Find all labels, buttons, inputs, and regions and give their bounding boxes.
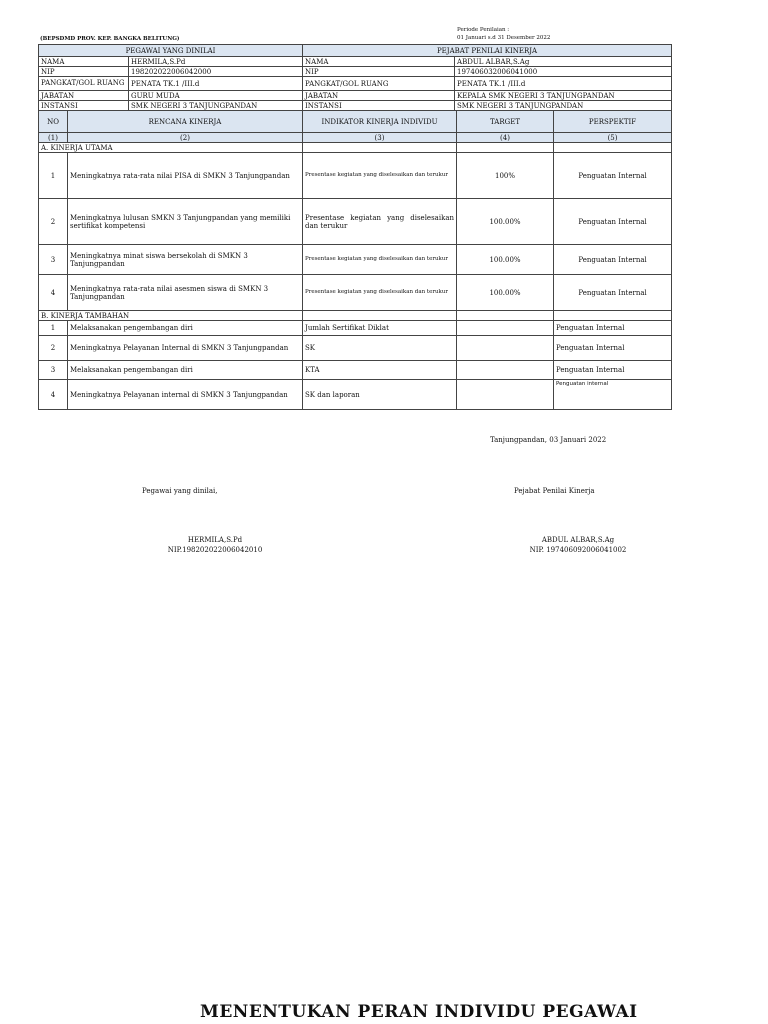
row-indikator: KTA (303, 361, 457, 380)
pejabat-pangkat: PENATA TK.1 /III.d (455, 77, 672, 91)
row-perspektif: Penguatan Internal (554, 275, 672, 311)
pegawai-nip: 198202022006042000 (129, 67, 303, 77)
col-rencana: RENCANA KINERJA (68, 111, 303, 133)
place-date: Tanjungpandan, 03 Januari 2022 (490, 436, 607, 444)
pejabat-title: PEJABAT PENILAI KINERJA (303, 45, 672, 57)
row-rencana: Meningkatnya minat siswa bersekolah di SMKN 3 Tanjungpandan (68, 245, 303, 275)
identity-label: JABATAN (39, 91, 129, 101)
table-row (39, 361, 672, 380)
pejabat-jabatan: KEPALA SMK NEGERI 3 TANJUNGPANDAN (455, 91, 672, 101)
table-row (39, 153, 672, 199)
pegawai-pangkat: PENATA TK.1 /III.d (129, 77, 303, 91)
col-target: TARGET (457, 111, 554, 133)
pejabat-nip: 197406032006041000 (455, 67, 672, 77)
identity-row (39, 101, 672, 111)
identity-label: INSTANSI (39, 101, 129, 111)
pegawai-instansi: SMK NEGERI 3 TANJUNGPANDAN (129, 101, 303, 111)
column-number-row (39, 133, 672, 143)
table-row (39, 199, 672, 245)
row-no: 3 (39, 361, 68, 380)
table-row (39, 245, 672, 275)
row-perspektif: Penguatan Internal (554, 336, 672, 361)
pegawai-jabatan: GURU MUDA (129, 91, 303, 101)
section-b-title: B. KINERJA TAMBAHAN (39, 311, 303, 321)
pegawai-nama: HERMILA,S.Pd (129, 57, 303, 67)
pejabat-label: Pejabat Penilai Kinerja (514, 487, 595, 495)
row-rencana: Melaksanakan pengembangan diri (68, 321, 303, 336)
row-no: 1 (39, 153, 68, 199)
row-rencana: Meningkatnya rata-rata nilai PISA di SMKN 3 Tanjungpandan (68, 153, 303, 199)
identity-header-row (39, 45, 672, 57)
pegawai-nip: NIP.198202022006042010 (167, 546, 263, 554)
pejabat-nama: ABDUL ALBAR,S.Ag (455, 57, 672, 67)
row-rencana: Meningkatnya rata-rata nilai asesmen siswa di SMKN 3 Tanjungpandan (68, 275, 303, 311)
row-rencana: Meningkatnya Pelayanan internal di SMKN 3 Tanjungpandan (68, 380, 303, 410)
row-indikator: SK dan laporan (303, 380, 457, 410)
row-no: 4 (39, 275, 68, 311)
row-perspektif: Penguatan Internal (554, 199, 672, 245)
kinerja-table (38, 44, 672, 410)
row-no: 4 (39, 380, 68, 410)
identity-label: NAMA (303, 57, 455, 67)
col-num: (4) (457, 133, 554, 143)
col-num: (5) (554, 133, 672, 143)
col-no: NO (39, 111, 68, 133)
section-a-title: A. KINERJA UTAMA (39, 143, 303, 153)
identity-row (39, 77, 672, 91)
section-b-row (39, 311, 672, 321)
row-target (457, 336, 554, 361)
row-target: 100.00% (457, 275, 554, 311)
row-indikator: Jumlah Sertifikat Diklat (303, 321, 457, 336)
row-indikator: Presentase kegiatan yang diselesaikan dan terukur (303, 275, 457, 311)
row-perspektif: Penguatan Internal (554, 321, 672, 336)
row-perspektif: Penguatan internal (554, 380, 672, 410)
identity-label: NIP (39, 67, 129, 77)
row-perspektif: Penguatan Internal (554, 361, 672, 380)
row-indikator: Presentase kegiatan yang diselesaikan dan terukur (303, 199, 457, 245)
identity-row (39, 91, 672, 101)
table-row (39, 380, 672, 410)
pejabat-instansi: SMK NEGERI 3 TANJUNGPANDAN (455, 101, 672, 111)
pegawai-label: Pegawai yang dinilai, (142, 487, 218, 495)
row-rencana: Meningkatnya lulusan SMKN 3 Tanjungpandan yang memiliki sertifikat kompetensi (68, 199, 303, 245)
row-no: 2 (39, 199, 68, 245)
row-perspektif: Penguatan Internal (554, 245, 672, 275)
periode-label: Periode Penilaian : (457, 27, 510, 33)
row-target: 100.00% (457, 199, 554, 245)
table-row (39, 321, 672, 336)
col-indikator: INDIKATOR KINERJA INDIVIDU (303, 111, 457, 133)
row-target: 100.00% (457, 245, 554, 275)
row-target (457, 380, 554, 410)
row-no: 2 (39, 336, 68, 361)
column-header-row (39, 111, 672, 133)
footer-heading: MENENTUKAN PERAN INDIVIDU PEGAWAI (200, 1002, 638, 1022)
pegawai-title: PEGAWAI YANG DINILAI (39, 45, 303, 57)
pegawai-name: HERMILA,S.Pd (187, 536, 243, 544)
identity-label: PANGKAT/GOL RUANG (303, 77, 455, 91)
row-no: 3 (39, 245, 68, 275)
row-target: 100% (457, 153, 554, 199)
identity-row (39, 57, 672, 67)
row-no: 1 (39, 321, 68, 336)
row-indikator: Presentase kegiatan yang diselesaikan dan terukur (303, 153, 457, 199)
row-perspektif: Penguatan Internal (554, 153, 672, 199)
pejabat-nip: NIP. 197406092006041002 (529, 546, 627, 554)
table-row (39, 336, 672, 361)
table-row (39, 275, 672, 311)
agency-label: (BEPSDMD PROV. KEP. BANGKA BELITUNG) (40, 36, 180, 42)
identity-label: JABATAN (303, 91, 455, 101)
identity-label: NAMA (39, 57, 129, 67)
identity-label: INSTANSI (303, 101, 455, 111)
col-num: (2) (68, 133, 303, 143)
identity-row (39, 67, 672, 77)
row-target (457, 361, 554, 380)
col-num: (3) (303, 133, 457, 143)
section-a-row (39, 143, 672, 153)
periode-value: 01 Januari s.d 31 Desember 2022 (457, 35, 551, 41)
row-indikator: SK (303, 336, 457, 361)
row-indikator: Presentase kegiatan yang diselesaikan dan terukur (303, 245, 457, 275)
col-num: (1) (39, 133, 68, 143)
identity-label: PANGKAT/GOL RUANG (39, 77, 129, 91)
identity-label: NIP (303, 67, 455, 77)
row-target (457, 321, 554, 336)
row-rencana: Meningkatnya Pelayanan Internal di SMKN 3 Tanjungpandan (68, 336, 303, 361)
col-perspektif: PERSPEKTIF (554, 111, 672, 133)
pejabat-name: ABDUL ALBAR,S.Ag (541, 536, 615, 544)
row-rencana: Melaksanakan pengembangan diri (68, 361, 303, 380)
